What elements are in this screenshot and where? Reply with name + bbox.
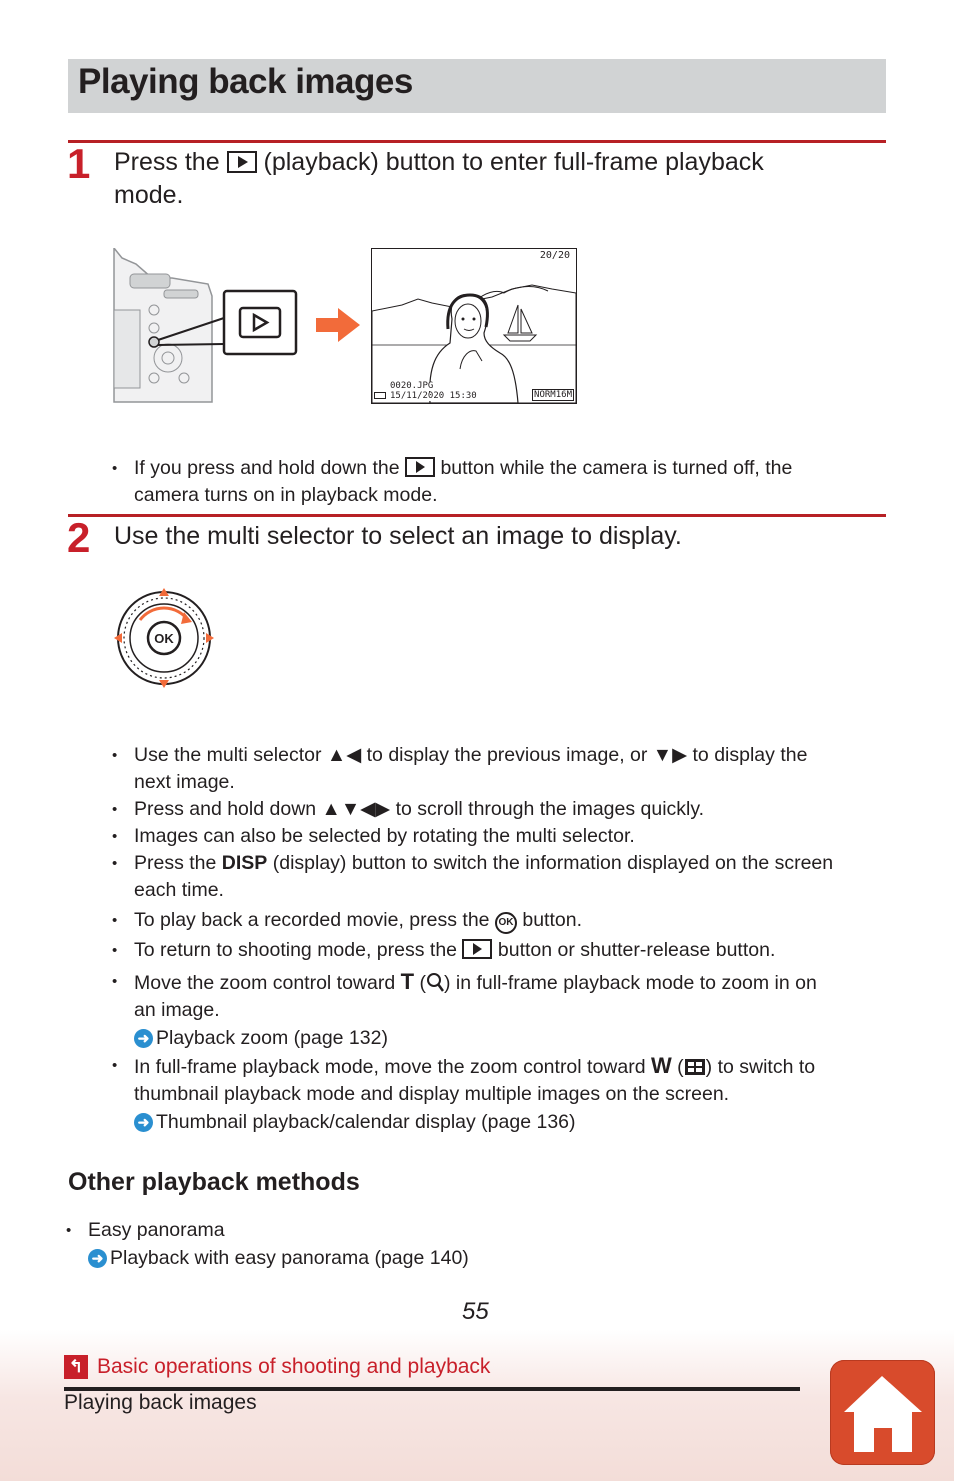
step2-number: 2 [67,514,91,561]
battery-icon [374,392,386,399]
breadcrumb: Playing back images [64,1391,257,1414]
arrow-right-circle-icon: ➜ [88,1249,107,1268]
date-time: 15/11/2020 15:30 [390,391,477,401]
step2-rule [68,514,886,517]
down-right-arrows-icon: ▼▶ [652,744,688,766]
thumbnail-playback-link[interactable]: ➜ Thumbnail playback/calendar display (page 136) [134,1109,576,1136]
home-icon [830,1360,935,1465]
list-item: • Press the DISP (display) button to switch the information displayed on the screen each time. [112,850,882,904]
other-methods-list [66,1217,826,1272]
step1-number: 1 [67,140,91,187]
list-item: • Images can also be selected by rotating the multi selector. [112,823,882,850]
right-arrow-icon [316,308,360,342]
sample-photo [372,249,576,403]
list-item: • Use the multi selector ▲◀ to display the previous image, or ▼▶ to display the next image. [112,742,882,796]
list-item: • In full-frame playback mode, move the zoom control toward W ( ) to switch to thumbnail playback mode and display multiple images on the screen. ➜ Thumbnail playback/calendar display (page 136) [112,1052,882,1136]
all-arrows-icon: ▲▼◀▶ [321,798,391,820]
playback-icon [227,151,257,173]
back-arrow-icon: ↰ [64,1355,88,1379]
playback-icon [462,939,492,959]
list-item: • To play back a recorded movie, press the OK button. [112,907,882,934]
file-name: 0020.JPG [390,381,434,391]
image-quality-badge: NORM16M [534,390,572,400]
page-title: Playing back images [78,62,413,101]
tele-zoom-icon: T [400,969,415,994]
page-number: 55 [462,1298,489,1325]
multi-selector-illustration [112,586,216,690]
ok-button-label: OK [154,631,174,646]
list-item: • Press and hold down ▲▼◀▶ to scroll through the images quickly. [112,796,882,823]
list-item: • If you press and hold down the button while the camera is turned off, the camera turns on in playback mode. [112,455,872,509]
home-button[interactable] [830,1360,935,1465]
step1-rule [68,140,886,143]
thumbnail-icon [684,1058,706,1076]
arrow-right-circle-icon: ➜ [134,1113,153,1132]
camera-back-illustration [112,248,302,404]
image-counter: 20/20 [539,250,570,261]
step1-note [112,455,872,509]
easy-panorama-link[interactable]: ➜ Playback with easy panorama (page 140) [88,1245,469,1272]
disp-button-icon: DISP [221,852,268,874]
step1-instruction: Press the (playback) button to enter full-frame playback mode. [114,148,764,209]
arrow-right-circle-icon: ➜ [134,1029,153,1048]
playback-screen [371,248,577,404]
step2-instruction: Use the multi selector to select an image to display. [114,522,682,550]
list-item: • To return to shooting mode, press the button or shutter-release button. [112,937,882,964]
ok-button-icon: OK [495,912,517,934]
other-methods-heading: Other playback methods [68,1168,360,1196]
section-link[interactable]: ↰ Basic operations of shooting and playback [64,1355,490,1379]
up-left-arrows-icon: ▲◀ [326,744,362,766]
list-item: • Easy panorama ➜ Playback with easy panorama (page 140) [66,1217,826,1272]
playback-icon [405,457,435,477]
step2-bullets [112,742,882,1136]
list-item: • Move the zoom control toward T ( ) in full-frame playback mode to zoom in on an image. ➜ Playback zoom (page 132) [112,968,882,1052]
playback-zoom-link[interactable]: ➜ Playback zoom (page 132) [134,1025,388,1052]
wide-zoom-icon: W [650,1053,672,1078]
magnifier-icon [426,972,444,992]
